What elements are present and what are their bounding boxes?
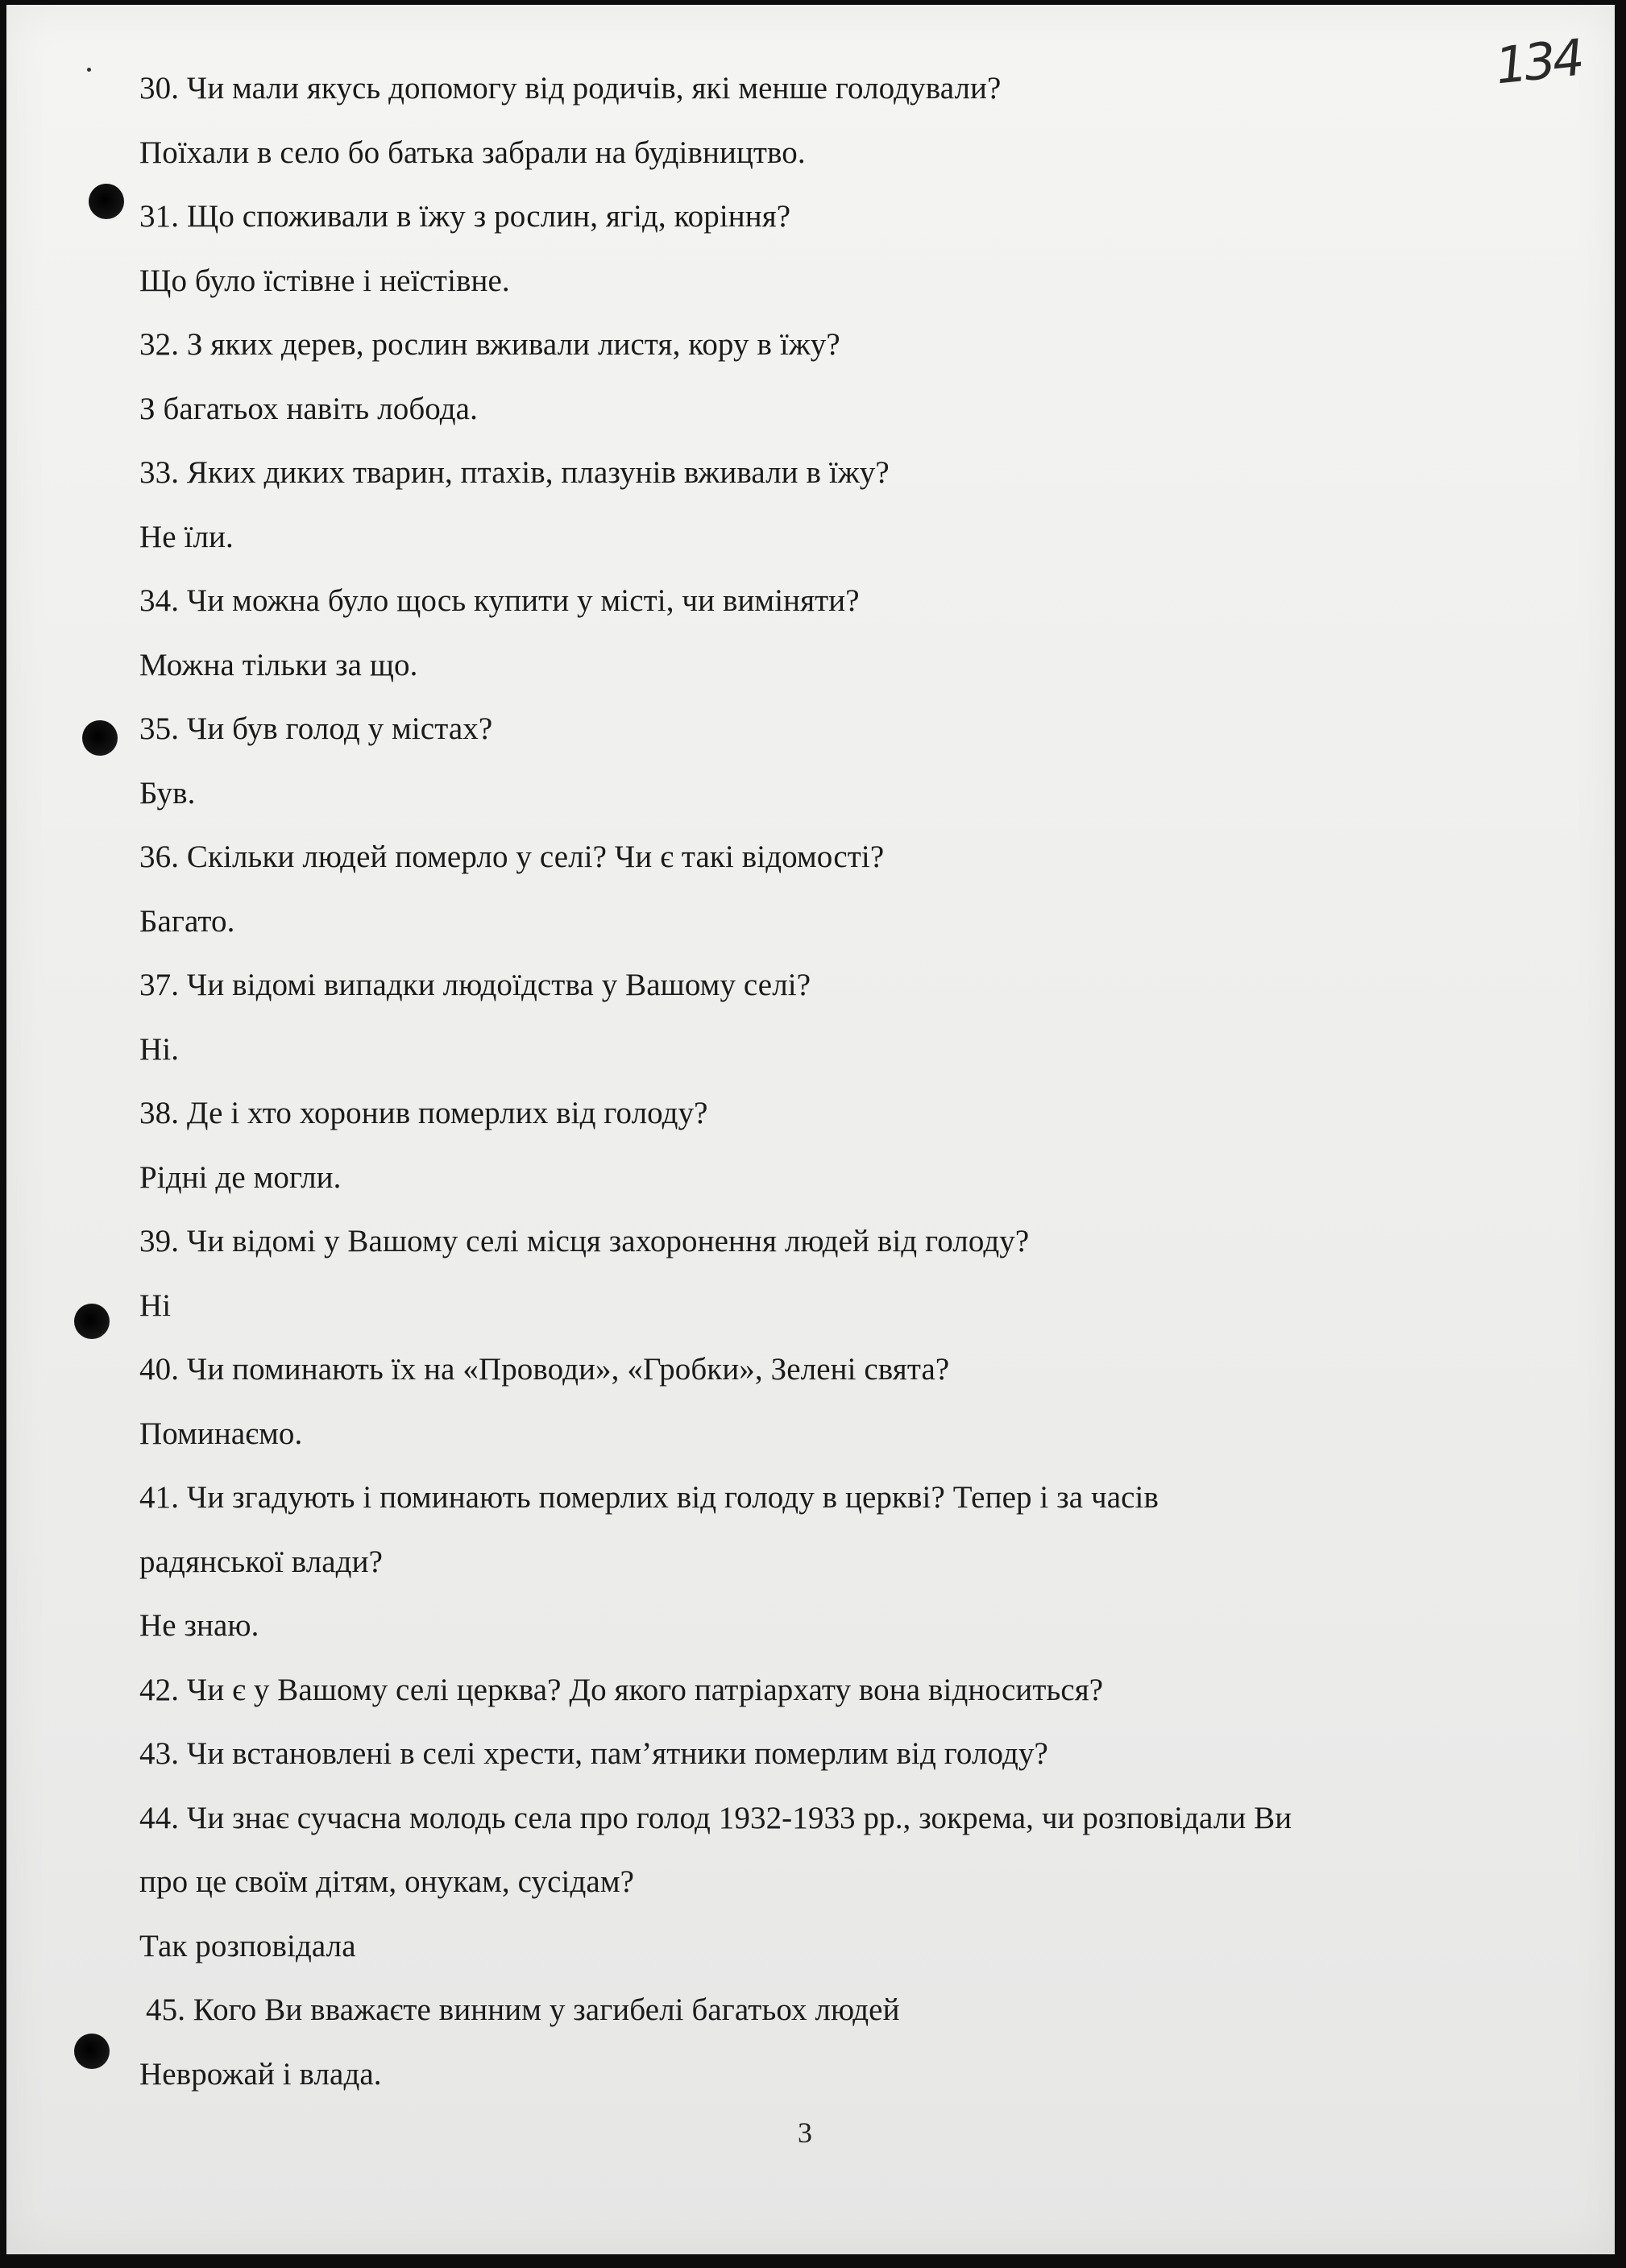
question-34: 34. Чи можна було щось купити у місті, чи виміняти? <box>139 583 860 618</box>
punch-hole-1 <box>89 184 124 219</box>
question-41-part1: 41. Чи згадують і поминають померлих від голоду в церкві? Тепер і за часів <box>139 1480 1159 1515</box>
answer-34: Можна тільки за що. <box>139 647 418 682</box>
answer-41: Не знаю. <box>139 1608 259 1643</box>
question-31: 31. Що споживали в їжу з рослин, ягід, коріння? <box>139 199 791 234</box>
question-41-part2: радянської влади? <box>139 1544 384 1579</box>
question-43: 43. Чи встановлені в селі хрести, пам’ятники померлим від голоду? <box>139 1736 1048 1771</box>
answer-30: Поїхали в село бо батька забрали на будівництво. <box>139 135 806 170</box>
question-42: 42. Чи є у Вашому селі церква? До якого патріархату вона відноситься? <box>139 1672 1104 1707</box>
punch-hole-3 <box>74 1304 110 1339</box>
answer-44: Так розповідала <box>139 1928 356 1963</box>
answer-32: З багатьох навіть лобода. <box>139 391 478 426</box>
punch-hole-4 <box>74 2034 110 2069</box>
question-40: 40. Чи поминають їх на «Проводи», «Гробки», Зелені свята? <box>139 1352 950 1387</box>
question-45: 45. Кого Ви вважаєте винним у загибелі багатьох людей <box>146 1992 900 2027</box>
handwritten-page-number: 134 <box>1492 27 1584 96</box>
answer-31: Що було їстівне і неїстівне. <box>139 263 510 298</box>
question-38: 38. Де і хто хоронив померлих від голоду? <box>139 1096 708 1130</box>
answer-45: Неврожай і влада. <box>139 2056 382 2092</box>
answer-39: Ні <box>139 1287 172 1323</box>
question-30: 30. Чи мали якусь допомогу від родичів, які менше голодували? <box>139 71 1002 106</box>
punch-hole-2 <box>82 720 118 756</box>
question-36: 36. Скільки людей померло у селі? Чи є такі відомості? <box>139 840 885 874</box>
question-39: 39. Чи відомі у Вашому селі місця захоронення людей від голоду? <box>139 1224 1030 1258</box>
question-37: 37. Чи відомі випадки людоїдства у Вашому селі? <box>139 968 811 1002</box>
answer-36: Багато. <box>139 903 235 939</box>
footer-page-number: 3 <box>798 2117 812 2149</box>
answer-33: Не їли. <box>139 519 234 554</box>
answer-35: Був. <box>139 775 196 811</box>
speck-mark <box>87 68 91 72</box>
question-33: 33. Яких диких тварин, птахів, плазунів вживали в їжу? <box>139 455 890 490</box>
question-44-part2: про це своїм дітям, онукам, сусідам? <box>139 1864 635 1899</box>
question-35: 35. Чи був голод у містах? <box>139 711 493 746</box>
answer-38: Рідні де могли. <box>139 1159 342 1195</box>
answer-37: Ні. <box>139 1031 180 1067</box>
question-32: 32. З яких дерев, рослин вживали листя, кору в їжу? <box>139 327 840 362</box>
questionnaire-text <box>139 56 1558 2106</box>
answer-40: Поминаємо. <box>139 1416 303 1451</box>
document-page <box>6 5 1615 2254</box>
question-44-part1: 44. Чи знає сучасна молодь села про голод 1932-1933 рр., зокрема, чи розповідали Ви <box>139 1800 1292 1835</box>
